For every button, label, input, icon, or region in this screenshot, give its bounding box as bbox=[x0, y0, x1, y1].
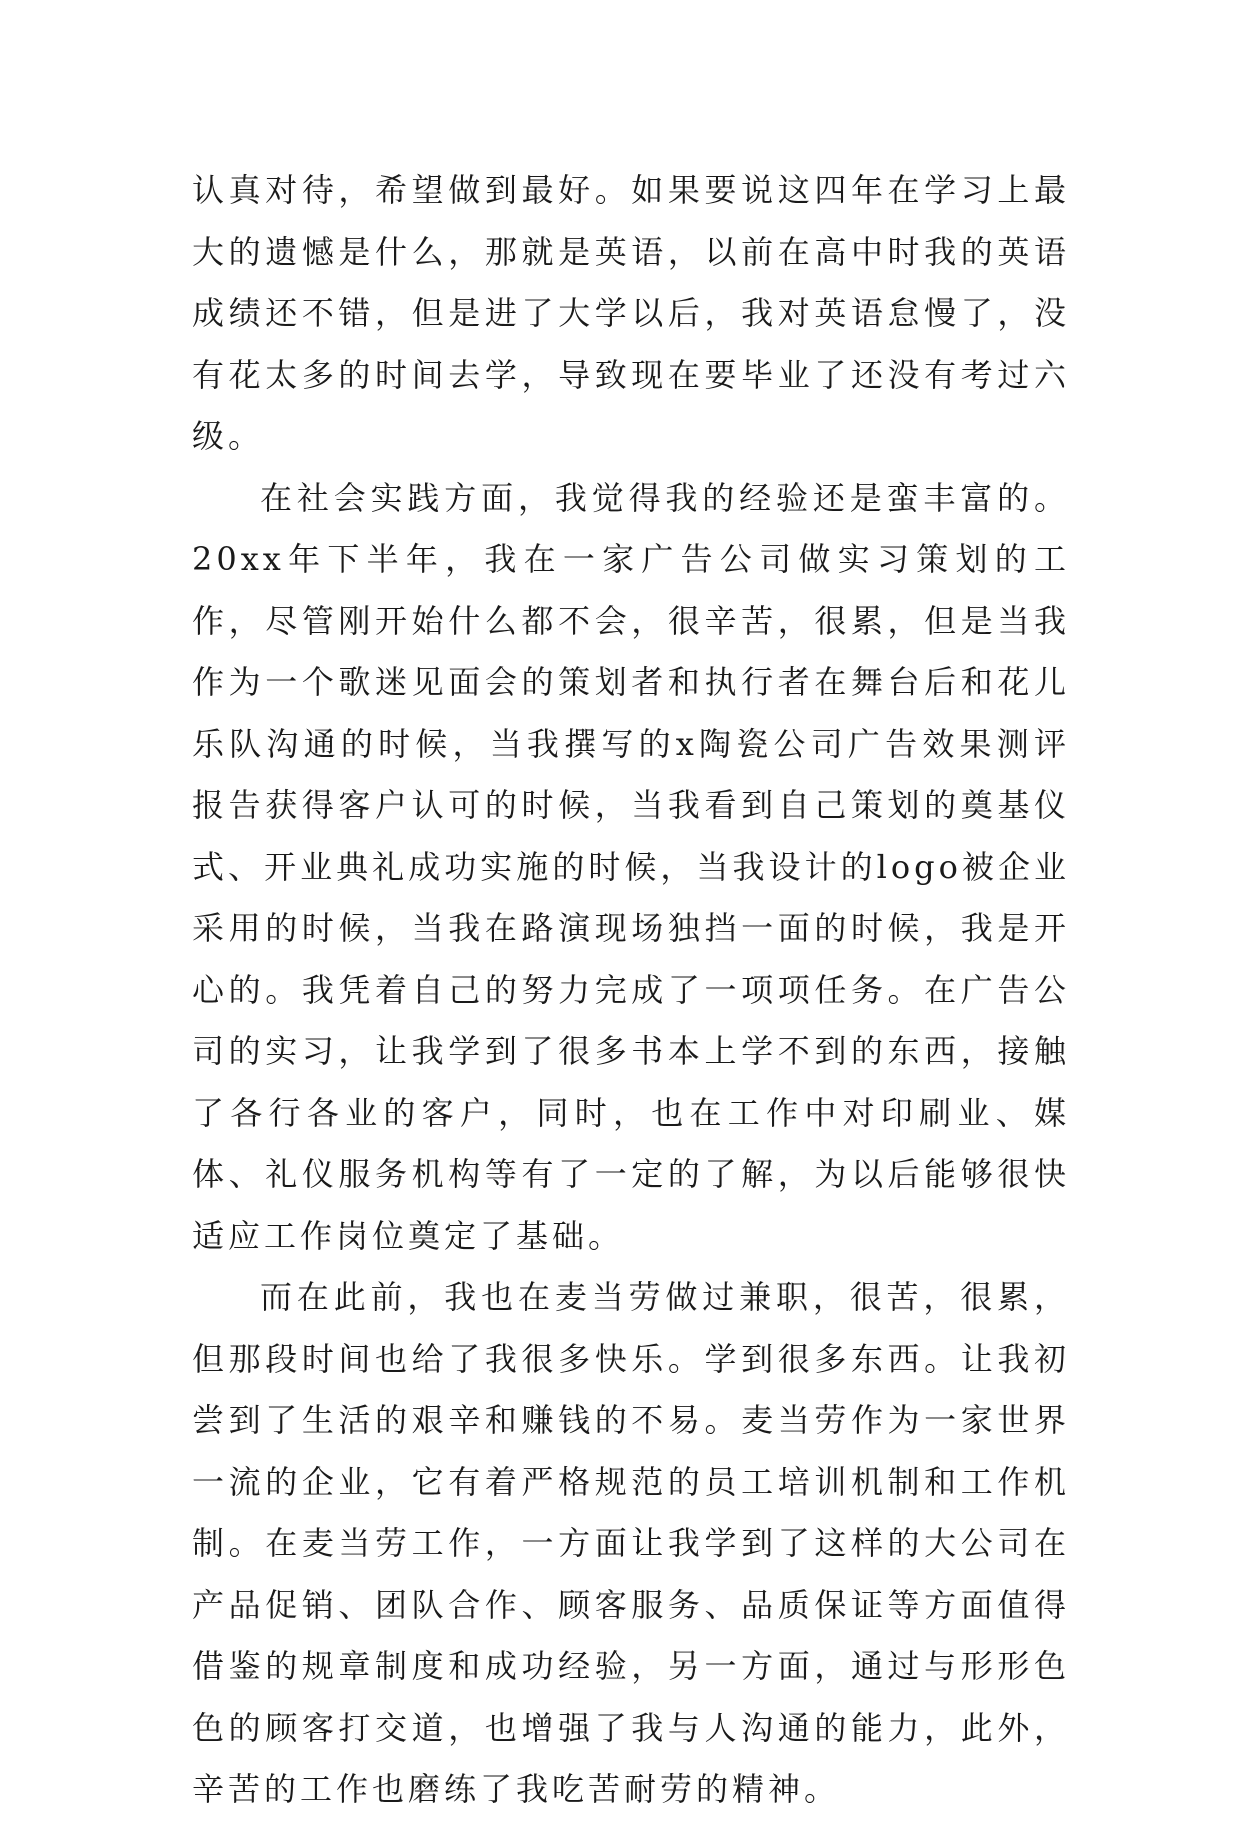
paragraph-2: 在社会实践方面，我觉得我的经验还是蛮丰富的。20xx年下半年，我在一家广告公司做实习策划的工作，尽管刚开始什么都不会，很辛苦，很累，但是当我作为一个歌迷见面会的策划者和执行者在舞台后和花儿乐队沟通的时候，当我撰写的x陶瓷公司广告效果测评报告获得客户认可的时候，当我看到自己策划的奠基仪式、开业典礼成功实施的时候，当我设计的logo被企业采用的时候，当我在路演现场独挡一面的时候，我是开心的。我凭着自己的努力完成了一项项任务。在广告公司的实习，让我学到了很多书本上学不到的东西，接触了各行各业的客户，同时，也在工作中对印刷业、媒体、礼仪服务机构等有了一定的了解，为以后能够很快适应工作岗位奠定了基础。 bbox=[192, 478, 1070, 1255]
paragraph-1: 认真对待，希望做到最好。如果要说这四年在学习上最大的遗憾是什么，那就是英语，以前在高中时我的英语成绩还不错，但是进了大学以后，我对英语怠慢了，没有花太多的时间去学，导致现在要毕业了还没有考过六级。 bbox=[192, 171, 1070, 455]
paragraph-3: 而在此前，我也在麦当劳做过兼职，很苦，很累，但那段时间也给了我很多快乐。学到很多东西。让我初尝到了生活的艰辛和赚钱的不易。麦当劳作为一家世界一流的企业，它有着严格规范的员工培训机制和工作机制。在麦当劳工作，一方面让我学到了这样的大公司在产品促销、团队合作、顾客服务、品质保证等方面值得借鉴的规章制度和成功经验，另一方面，通过与形形色色的顾客打交道，也增强了我与人沟通的能力，此外，辛苦的工作也磨练了我吃苦耐劳的精神。 bbox=[192, 1278, 1070, 1808]
body-text bbox=[192, 160, 1070, 1821]
